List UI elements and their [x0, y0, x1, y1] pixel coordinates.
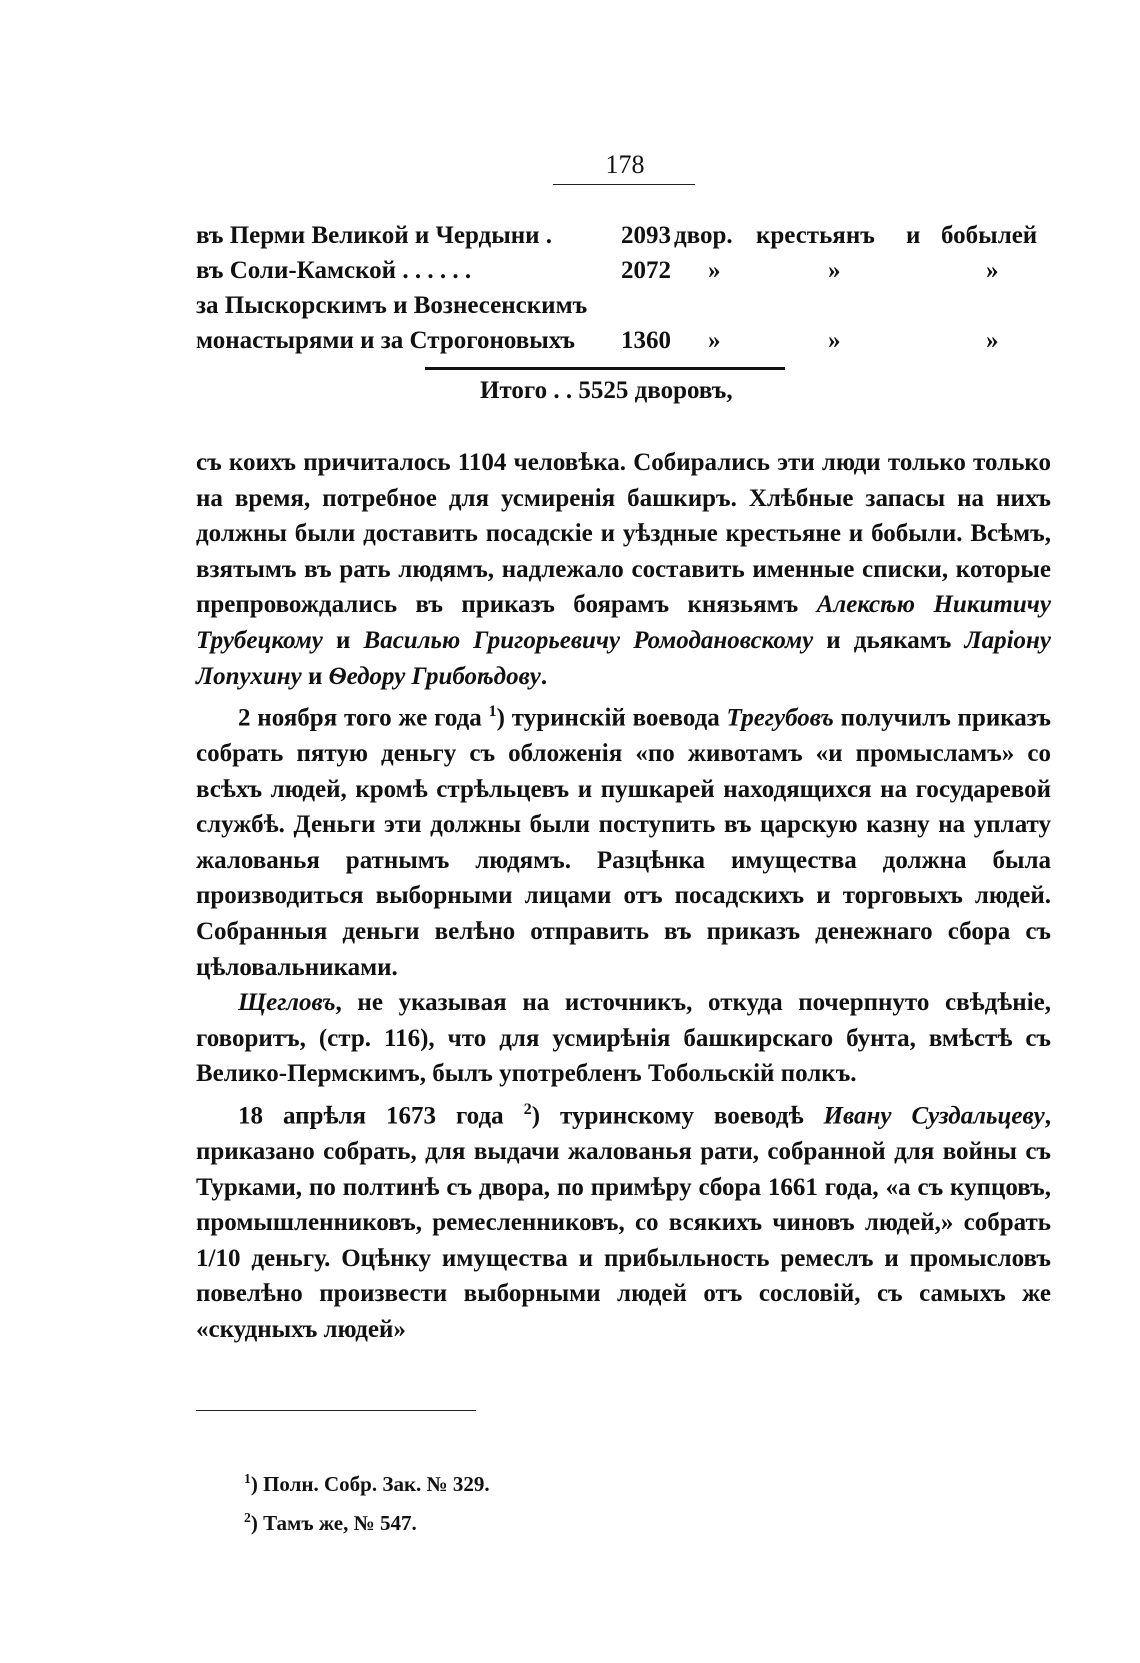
- footnote: $^1$) Полн. Собр. Зак. № 329.: [244, 1471, 490, 1496]
- person-name: Ларіону Лопухину: [196, 626, 1052, 690]
- row-number: 2072: [621, 257, 671, 284]
- person-name: Ивану Суздальцеву: [823, 1102, 1045, 1130]
- paragraph-2: 2 ноября того же года $^1$) туринскій воевода Трегубовъ получилъ приказъ собрать пятую деньгу съ обложенія «по животамъ «и промысламъ» со всѣхъ людей, кромѣ стрѣльцевъ и пушкарей находящихся на государевой службѣ. Деньги эти должны были поступить въ царскую казну на уплату жалованья ратнымъ людямъ. Разцѣнка имущества должна была производиться выборными лицами отъ посадскихъ и торговыхъ людей. Собранныя деньги велѣно отправить въ приказъ денежнаго сбора съ цѣловальниками.: [196, 702, 1051, 981]
- row-col3: »: [986, 257, 999, 284]
- person-name: Ѳедору Грибоѣдову: [328, 662, 541, 690]
- table-row: [196, 292, 1051, 327]
- row-col2: »: [828, 327, 841, 354]
- table-row: [196, 222, 1051, 257]
- person-name: Василью Григорьевичу Ромодановскому: [363, 626, 814, 654]
- footnote: $^2$) Тамъ же, № 547.: [244, 1510, 417, 1535]
- households-table: [196, 222, 1051, 362]
- body-text: [196, 445, 1051, 1348]
- row-col1: крестьянъ: [756, 222, 875, 249]
- person-name: Алексѣю Никитичу Трубецкому: [196, 591, 1051, 654]
- row-label: монастырями и за Строгоновыхъ: [196, 327, 575, 354]
- table-row: [196, 257, 1051, 292]
- paragraph-1: съ коихъ причиталось 1104 человѣка. Собирались эти люди только только на время, потребное для усмиренія башкиръ. Хлѣбные запасы на нихъ должны были доставить посадскіе и уѣздные крестьяне и бобыли. Всѣмъ, взятымъ въ рать людямъ, надлежало составить именные списки, которые препровождались въ приказъ боярамъ князьямъ Алексѣю Никитичу Трубецкому и Василью Григорьевичу Ромодановскому и дьякамъ Ларіону Лопухину и Ѳедору Грибоѣдову.: [196, 449, 1052, 690]
- total-rule: [425, 367, 785, 370]
- row-col3: бобылей: [941, 222, 1038, 249]
- paragraph-3: Щегловъ, не указывая на источникъ, откуда почерпнуто свѣдѣніе, говоритъ, (стр. 116), что для усмирѣнія башкирскаго бунта, вмѣстѣ съ Велико-Пермскимъ, былъ употребленъ Тобольскій полкъ.: [196, 989, 1051, 1088]
- row-number: 1360: [621, 327, 671, 354]
- row-unit: двор.: [674, 222, 733, 249]
- row-label: въ Перми Великой и Чердыни .: [196, 222, 553, 249]
- footnote-mark: 1: [244, 1471, 251, 1486]
- row-label: за Пыскорскимъ и Вознесенскимъ: [196, 292, 588, 319]
- footnotes: [244, 1462, 490, 1540]
- person-name: Щегловъ: [238, 989, 336, 1017]
- page-number: 178: [605, 150, 645, 179]
- row-col2: »: [828, 257, 841, 284]
- fraction: 1/10: [196, 1244, 241, 1272]
- footnote-rule: [196, 1410, 476, 1411]
- row-col1: »: [708, 257, 721, 284]
- footnote-mark: 2: [244, 1510, 251, 1525]
- footnote-ref: 1: [488, 702, 497, 721]
- paragraph-4: 18 апрѣля 1673 года $^2$) туринскому воеводѣ Ивану Суздальцеву, приказано собрать, для выдачи жалованья рати, собранной для войны съ Турками, по полтинѣ съ двора, по примѣру сбора 1661 года, «а съ купцовъ, промышленниковъ, ремесленниковъ, со всякихъ чиновъ людей,» собрать 1/10 деньгу. Оцѣнку имущества и прибыльность ремеслъ и промысловъ повелѣно произвести выборными людей отъ сословій, съ самыхъ же «скудныхъ людей»: [196, 1100, 1051, 1343]
- row-col2: и: [906, 222, 921, 249]
- row-label: въ Соли-Камской . . . . . .: [196, 257, 472, 284]
- page-number-rule: [553, 184, 695, 185]
- table-total: Итого . . 5525 дворовъ,: [480, 377, 733, 404]
- row-col1: »: [708, 327, 721, 354]
- person-name: Трегубовъ: [726, 704, 834, 732]
- footnote-ref: 2: [523, 1100, 532, 1119]
- row-number: 2093: [621, 222, 671, 249]
- row-col3: »: [986, 327, 999, 354]
- table-row: [196, 327, 1051, 362]
